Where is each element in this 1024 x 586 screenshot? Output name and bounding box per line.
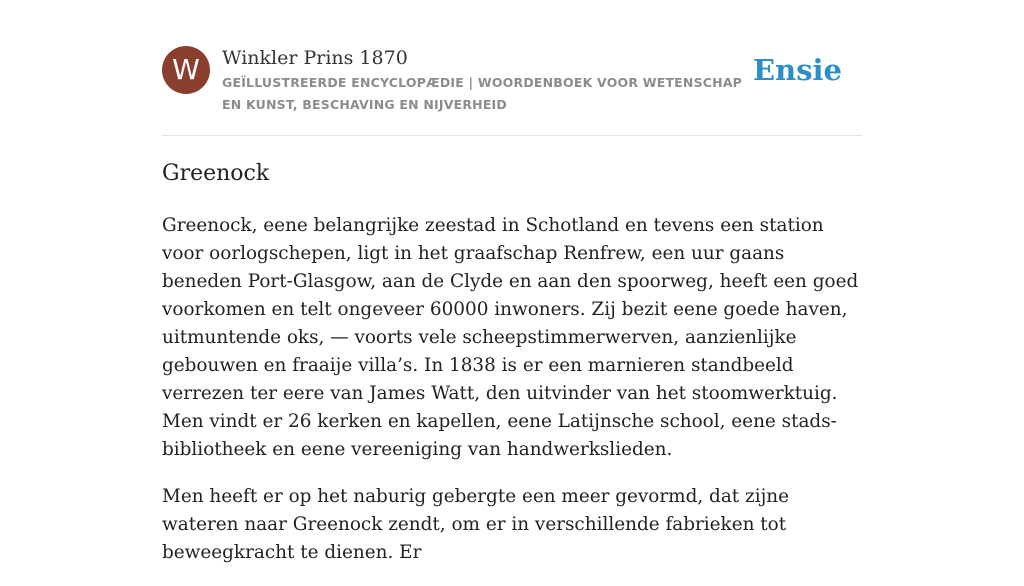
ensie-logo[interactable]: Ensie — [753, 53, 842, 87]
article-body — [162, 212, 864, 586]
source-avatar[interactable]: W — [162, 46, 210, 94]
source-subtitle: GEÏLLUSTREERDE ENCYCLOPÆDIE | WOORDENBOEK VOOR WETENSCHAP EN KUNST, BESCHAVING EN NIJVERHEID — [222, 75, 743, 112]
header-divider — [162, 135, 862, 136]
header — [162, 46, 862, 136]
article-paragraph: Men heeft er op het naburig gebergte een meer gevormd, dat zijne wateren naar Greenock zendt, om er in verschillende fabrieken tot beweegkracht te dienen. Er — [162, 486, 790, 563]
article-title: Greenock — [162, 161, 270, 186]
source-title[interactable]: Winkler Prins 1870 — [222, 47, 408, 69]
article-paragraph: Greenock, eene belangrijke zeestad in Schotland en tevens een station voor oorlogschepen, ligt in het graafschap Renfrew, een uur gaans beneden Port-Glasgow, aan de Clyde en aan den spoorweg, heeft een goed voorkomen en telt ongeveer 60000 inwoners. Zij bezit eene goede haven, uitmuntende oks, — voorts vele scheepstimmerwerven, aanzienlijke gebouwen en fraaije villa’s. In 1838 is er een marnieren standbeeld verrezen ter eere van James Watt, den uitvinder van het stoomwerktuig. Men vindt er 26 kerken en kapellen, eene Latijnsche school, eene stads-bibliotheek en eene vereeniging van handwerkslieden. — [162, 215, 859, 460]
